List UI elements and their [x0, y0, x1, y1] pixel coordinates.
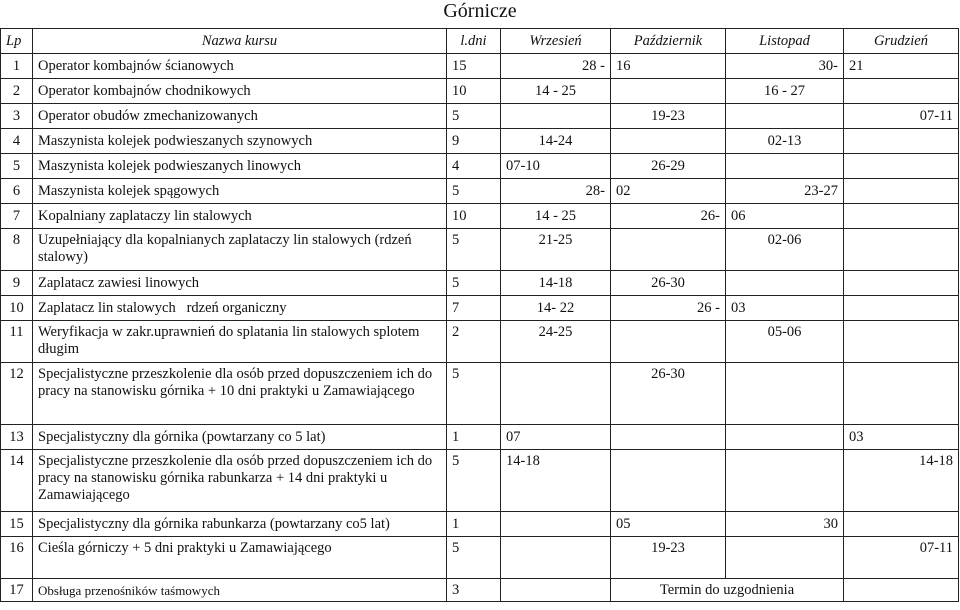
- november-dates: 16 - 27: [726, 79, 844, 104]
- table-row: [1, 512, 959, 537]
- row-lp: 9: [1, 271, 33, 296]
- header-days: l.dni: [447, 29, 501, 54]
- course-days: 7: [447, 296, 501, 321]
- october-dates: 26-30: [611, 363, 726, 425]
- course-name: Weryfikacja w zakr.uprawnień do splatania lin stalowych splotem długim: [33, 321, 447, 363]
- header-december: Grudzień: [844, 29, 959, 54]
- row-lp: 15: [1, 512, 33, 537]
- course-days: 9: [447, 129, 501, 154]
- row-lp: 3: [1, 104, 33, 129]
- table-row: [1, 204, 959, 229]
- november-dates: 02-06: [726, 229, 844, 271]
- row-lp: 4: [1, 129, 33, 154]
- table-row: [1, 363, 959, 425]
- november-dates: 06: [726, 204, 844, 229]
- december-dates: [844, 271, 959, 296]
- september-dates: 24-25: [501, 321, 611, 363]
- course-days: 10: [447, 79, 501, 104]
- header-october: Październik: [611, 29, 726, 54]
- course-name: Maszynista kolejek spągowych: [33, 179, 447, 204]
- course-name: Maszynista kolejek podwieszanych szynowych: [33, 129, 447, 154]
- september-dates: [501, 363, 611, 425]
- october-dates: 26-30: [611, 271, 726, 296]
- december-dates: [844, 179, 959, 204]
- table-row: [1, 271, 959, 296]
- november-dates: [726, 537, 844, 579]
- course-days: 5: [447, 104, 501, 129]
- september-dates: [501, 104, 611, 129]
- course-name: Maszynista kolejek podwieszanych linowych: [33, 154, 447, 179]
- course-name: Kopalniany zaplataczy lin stalowych: [33, 204, 447, 229]
- december-dates: 03: [844, 425, 959, 450]
- september-dates: 07: [501, 425, 611, 450]
- course-days: 3: [447, 579, 501, 602]
- october-dates: 02: [611, 179, 726, 204]
- course-days: 4: [447, 154, 501, 179]
- september-dates: 14-18: [501, 450, 611, 512]
- row-lp: 10: [1, 296, 33, 321]
- course-name: Operator kombajnów chodnikowych: [33, 79, 447, 104]
- course-name: Specjalistyczny dla górnika rabunkarza (powtarzany co5 lat): [33, 512, 447, 537]
- course-name: Operator kombajnów ścianowych: [33, 54, 447, 79]
- november-dates: 30-: [726, 54, 844, 79]
- course-name: Specjalistyczne przeszkolenie dla osób przed dopuszczeniem ich do pracy na stanowisku górnika rabunkarza + 14 dni praktyki u Zamawiającego: [33, 450, 447, 512]
- course-days: 5: [447, 450, 501, 512]
- september-dates: [501, 537, 611, 579]
- december-dates: [844, 129, 959, 154]
- row-lp: 7: [1, 204, 33, 229]
- december-dates: 21: [844, 54, 959, 79]
- november-dates: [726, 425, 844, 450]
- course-name: Specjalistyczny dla górnika (powtarzany co 5 lat): [33, 425, 447, 450]
- course-days: 5: [447, 363, 501, 425]
- table-row: [1, 321, 959, 363]
- table-row: [1, 79, 959, 104]
- course-days: 1: [447, 512, 501, 537]
- course-days: 5: [447, 271, 501, 296]
- table-row: [1, 104, 959, 129]
- october-dates: [611, 450, 726, 512]
- course-schedule-table: [0, 28, 959, 602]
- row-lp: 2: [1, 79, 33, 104]
- header-course-name: Nazwa kursu: [33, 29, 447, 54]
- course-name: Cieśla górniczy + 5 dni praktyki u Zamawiającego: [33, 537, 447, 579]
- december-dates: [844, 579, 959, 602]
- row-lp: 11: [1, 321, 33, 363]
- november-dates: [726, 104, 844, 129]
- course-name: Obsługa przenośników taśmowych: [33, 579, 447, 602]
- course-days: 10: [447, 204, 501, 229]
- september-dates: 14- 22: [501, 296, 611, 321]
- course-name: Specjalistyczne przeszkolenie dla osób przed dopuszczeniem ich do pracy na stanowisku górnika + 10 dni praktyki u Zamawiającego: [33, 363, 447, 425]
- october-dates: 26-29: [611, 154, 726, 179]
- november-dates: 02-13: [726, 129, 844, 154]
- table-row: [1, 425, 959, 450]
- table-row: [1, 296, 959, 321]
- row-lp: 16: [1, 537, 33, 579]
- november-dates: 03: [726, 296, 844, 321]
- october-dates: 16: [611, 54, 726, 79]
- course-name: Operator obudów zmechanizowanych: [33, 104, 447, 129]
- october-dates: [611, 321, 726, 363]
- november-dates: [726, 271, 844, 296]
- september-dates: 14 - 25: [501, 79, 611, 104]
- course-name: Zaplatacz zawiesi linowych: [33, 271, 447, 296]
- december-dates: [844, 79, 959, 104]
- december-dates: [844, 321, 959, 363]
- november-dates: [726, 154, 844, 179]
- october-dates: [611, 425, 726, 450]
- october-dates: 19-23: [611, 104, 726, 129]
- row-lp: 17: [1, 579, 33, 602]
- course-days: 5: [447, 229, 501, 271]
- table-row: [1, 179, 959, 204]
- november-dates: 23-27: [726, 179, 844, 204]
- table-row: [1, 450, 959, 512]
- october-dates: 19-23: [611, 537, 726, 579]
- october-dates: [611, 229, 726, 271]
- october-dates: 26 -: [611, 296, 726, 321]
- row-lp: 12: [1, 363, 33, 425]
- october-dates: 26-: [611, 204, 726, 229]
- october-dates: [611, 79, 726, 104]
- december-dates: [844, 296, 959, 321]
- november-dates: 30: [726, 512, 844, 537]
- september-dates: 28 -: [501, 54, 611, 79]
- october-dates: Termin do uzgodnienia: [611, 579, 844, 602]
- table-row: [1, 154, 959, 179]
- december-dates: 07-11: [844, 104, 959, 129]
- november-dates: [726, 363, 844, 425]
- september-dates: 07-10: [501, 154, 611, 179]
- header-row: [1, 29, 959, 54]
- header-september: Wrzesień: [501, 29, 611, 54]
- course-days: 5: [447, 537, 501, 579]
- september-dates: 14-18: [501, 271, 611, 296]
- row-lp: 6: [1, 179, 33, 204]
- september-dates: 14-24: [501, 129, 611, 154]
- december-dates: [844, 204, 959, 229]
- september-dates: 14 - 25: [501, 204, 611, 229]
- november-dates: 05-06: [726, 321, 844, 363]
- course-days: 15: [447, 54, 501, 79]
- table-row: [1, 129, 959, 154]
- table-row: [1, 54, 959, 79]
- row-lp: 1: [1, 54, 33, 79]
- october-dates: 05: [611, 512, 726, 537]
- page-title: Górnicze: [443, 0, 517, 22]
- table-row: [1, 537, 959, 579]
- row-lp: 8: [1, 229, 33, 271]
- course-days: 1: [447, 425, 501, 450]
- table-row: [1, 579, 959, 602]
- september-dates: 21-25: [501, 229, 611, 271]
- row-lp: 14: [1, 450, 33, 512]
- row-lp: 13: [1, 425, 33, 450]
- december-dates: 14-18: [844, 450, 959, 512]
- september-dates: [501, 512, 611, 537]
- course-name: Zaplatacz lin stalowych rdzeń organiczny: [33, 296, 447, 321]
- september-dates: [501, 579, 611, 602]
- december-dates: [844, 154, 959, 179]
- table-row: [1, 229, 959, 271]
- november-dates: [726, 450, 844, 512]
- header-lp: Lp: [1, 29, 33, 54]
- course-days: 2: [447, 321, 501, 363]
- october-dates: [611, 129, 726, 154]
- course-name: Uzupełniający dla kopalnianych zaplataczy lin stalowych (rdzeń stalowy): [33, 229, 447, 271]
- row-lp: 5: [1, 154, 33, 179]
- course-days: 5: [447, 179, 501, 204]
- header-november: Listopad: [726, 29, 844, 54]
- december-dates: 07-11: [844, 537, 959, 579]
- december-dates: [844, 229, 959, 271]
- september-dates: 28-: [501, 179, 611, 204]
- december-dates: [844, 512, 959, 537]
- december-dates: [844, 363, 959, 425]
